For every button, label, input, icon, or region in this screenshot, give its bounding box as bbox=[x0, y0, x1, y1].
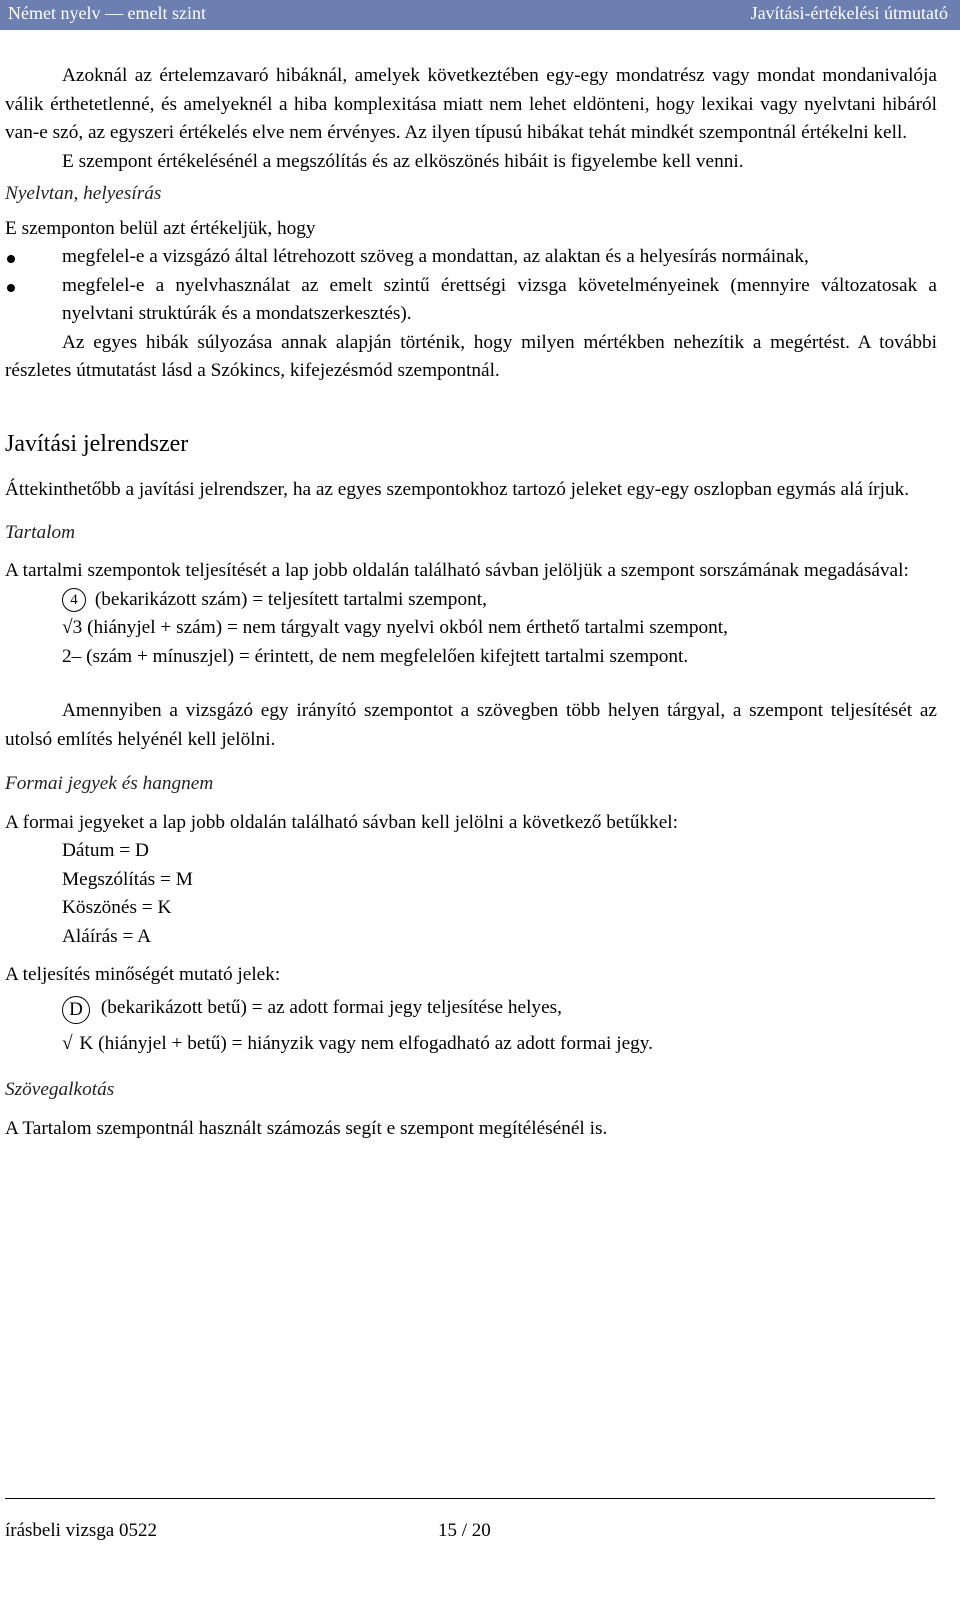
content-heading: Tartalom bbox=[5, 521, 76, 543]
formal-letter-date: Dátum = D bbox=[62, 840, 149, 861]
footer-page-number: 15 / 20 bbox=[438, 1520, 491, 1541]
quality-1-text: (bekarikázott betű) = az adott formai jegy teljesítése helyes, bbox=[100, 996, 562, 1018]
formal-letter-list bbox=[5, 837, 937, 951]
content-symbol-row-3 bbox=[5, 643, 937, 672]
number-minus-icon: 2– bbox=[62, 645, 82, 667]
grammar-bullet-list bbox=[5, 243, 937, 329]
footer-divider bbox=[5, 1498, 935, 1499]
grammar-lead: E szemponton belül azt értékeljük, hogy bbox=[5, 217, 316, 239]
formal-letter-salutation: Megszólítás = M bbox=[62, 868, 193, 890]
grammar-bullet-1: megfelel-e a vizsgázó által létrehozott szöveg a mondattan, az alaktan és a helyesírás normáinak, bbox=[5, 243, 937, 272]
header-document-type: Javítási-értékelési útmutató bbox=[750, 3, 948, 23]
intro-paragraph-1: Azoknál az értelemzavaró hibáknál, amelyek következtében egy-egy mondatrész vagy mondat mondanivalója válik érthetetlenné, és amelyeknél a hiba komplexitása miatt nem lehet eldönteni, hogy lexikai vagy nyelvtani hibáról van-e szó, az egyszeri értékelés elve nem érvényes. Az ilyen típusú hibákat tehát mindkét szempontnál értékelni kell. bbox=[5, 65, 937, 143]
formal-letter-signature: Aláírás = A bbox=[62, 925, 152, 947]
page-content bbox=[5, 62, 937, 1143]
circled-number-icon: 4 bbox=[62, 588, 86, 612]
quality-lead: A teljesítés minőségét mutató jelek: bbox=[5, 964, 281, 985]
content-symbol-row-1 bbox=[5, 586, 937, 615]
quality-2-text: K (hiányjel + betű) = hiányzik vagy nem elfogadható az adott formai jegy. bbox=[79, 1032, 653, 1054]
text-composition-heading: Szövegalkotás bbox=[5, 1079, 115, 1100]
circled-letter-icon: D bbox=[62, 996, 90, 1024]
content-symbol-2-text: (hiányjel + szám) = nem tárgyalt vagy nyelvi okból nem érthető tartalmi szempont, bbox=[87, 617, 728, 638]
content-symbol-1-text: (bekarikázott szám) = teljesített tartalmi szempont, bbox=[94, 588, 487, 610]
header-subject: Német nyelv — emelt szint bbox=[8, 3, 206, 23]
content-note: Amennyiben a vizsgázó egy irányító szempontot a szövegben több helyen tárgyal, a szempont teljesítését az utolsó említés helyénél kell jelölni. bbox=[5, 700, 937, 750]
quality-row-2 bbox=[5, 1030, 937, 1059]
formal-lead: A formai jegyeket a lap jobb oldalán található sávban kell jelölni a következő betűkkel: bbox=[5, 811, 679, 833]
grammar-bullet-2: megfelel-e a nyelvhasználat az emelt szintű érettségi vizsga követelményeinek (mennyire változatosak a nyelvtani struktúrák és a mondatszerkesztés). bbox=[5, 272, 937, 329]
footer-exam-code: írásbeli vizsga 0522 bbox=[5, 1520, 157, 1541]
content-lead: A tartalmi szempontok teljesítését a lap jobb oldalán található sávban jelöljük a szempont sorszámának megadásával: bbox=[5, 560, 909, 581]
intro-paragraph-2: E szempont értékelésénél a megszólítás és az elköszönés hibáit is figyelembe kell venni. bbox=[62, 150, 744, 172]
content-symbol-3-text: (szám + mínuszjel) = érintett, de nem megfelelően kifejtett tartalmi szempont. bbox=[86, 645, 689, 667]
checkmark-icon: √ bbox=[62, 1032, 73, 1054]
content-symbol-row-2 bbox=[5, 614, 937, 643]
formal-heading: Formai jegyek és hangnem bbox=[5, 773, 214, 794]
grammar-heading: Nyelvtan, helyesírás bbox=[5, 183, 162, 204]
quality-row-1 bbox=[5, 994, 937, 1024]
formal-letter-greeting: Köszönés = K bbox=[62, 897, 172, 918]
page-header bbox=[0, 0, 960, 30]
marking-intro: Áttekinthetőbb a javítási jelrendszer, ha az egyes szempontokhoz tartozó jeleket egy-egy oszlopban egymás alá írjuk. bbox=[5, 479, 910, 500]
grammar-closing: Az egyes hibák súlyozása annak alapján történik, hogy milyen mértékben nehezítik a megértést. A további részletes útmutatást lásd a Szókincs, kifejezésmód szempontnál. bbox=[5, 331, 937, 381]
text-composition-body: A Tartalom szempontnál használt számozás segít e szempont megítélésénél is. bbox=[5, 1117, 608, 1139]
checkmark-number-icon: √3 bbox=[62, 617, 83, 638]
marking-system-heading: Javítási jelrendszer bbox=[5, 430, 189, 457]
